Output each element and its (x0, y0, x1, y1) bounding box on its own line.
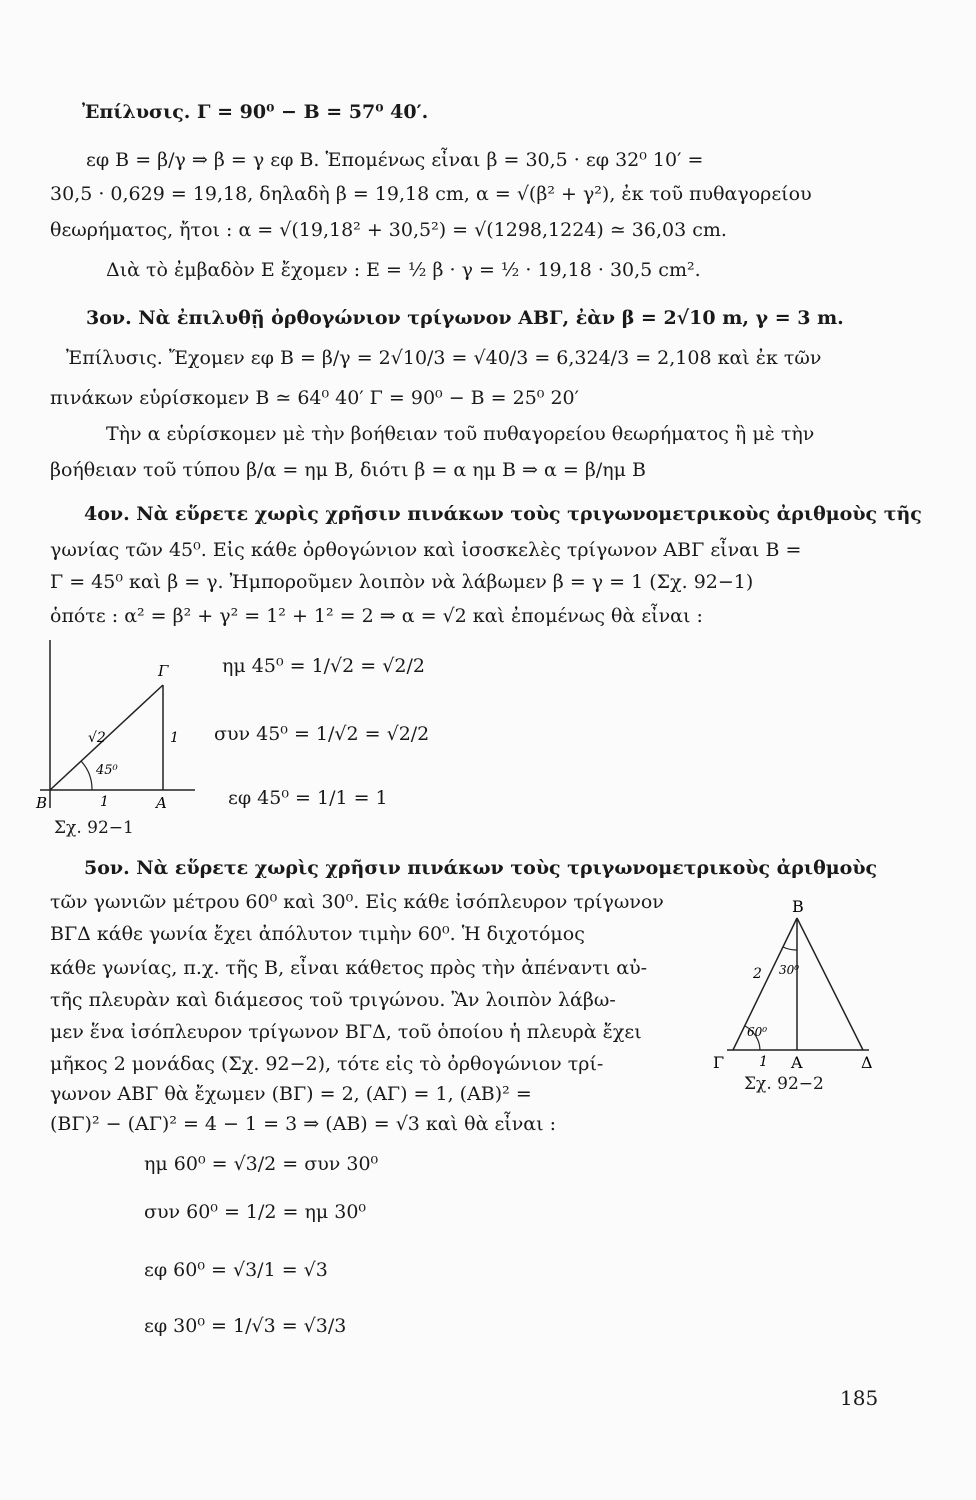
angle-arc (81, 761, 92, 790)
label-a: Α (791, 1053, 803, 1070)
problem-3-heading: 3ον. Νὰ ἐπιλυθῇ ὀρθογώνιον τρίγωνον ΑΒΓ, ἐὰν β = 2√10 m, γ = 3 m. (86, 307, 844, 329)
text-line: 30,5 · 0,629 = 19,18, δηλαδὴ β = 19,18 cm, α = √(β² + γ²), ἐκ τοῦ πυθαγορείου (50, 183, 812, 205)
formula-sin45: ημ 45⁰ = 1/√2 = √2/2 (222, 655, 425, 677)
text-line: κάθε γωνίας, π.χ. τῆς Β, εἶναι κάθετος πρὸς τὴν ἀπέναντι αὐ- (50, 957, 648, 979)
label-base-1: 1 (100, 794, 109, 810)
figure-92-1-caption: Σχ. 92−1 (54, 818, 134, 838)
label-b: Β (792, 897, 804, 916)
text-line: ὁπότε : α² = β² + γ² = 1² + 1² = 2 ⇒ α = √2 καὶ ἐπομένως θὰ εἶναι : (50, 605, 703, 627)
label-hypotenuse: √2 (88, 730, 106, 746)
label-angle-45: 45⁰ (96, 763, 118, 778)
formula-cos60: συν 60⁰ = 1/2 = ημ 30⁰ (144, 1201, 367, 1223)
area-formula-line: Διὰ τὸ ἐμβαδὸν Ε ἔχομεν : Ε = ½ β · γ = ½ · 19,18 · 30,5 cm². (106, 259, 701, 281)
text-line: θεωρήματος, ἤτοι : α = √(19,18² + 30,5²) = √(1298,1224) ≃ 36,03 cm. (50, 219, 727, 241)
solution-3-line: Ἐπίλυσις. Ἔχομεν εφ Β = β/γ = 2√10/3 = √40/3 = 6,324/3 = 2,108 καὶ ἐκ τῶν (66, 347, 822, 369)
label-d: Δ (861, 1053, 873, 1070)
label-g: Γ (713, 1053, 725, 1070)
angle-arc-30 (783, 947, 797, 950)
text-line: γωνον ΑΒΓ θὰ ἔχωμεν (ΒΓ) = 2, (ΑΓ) = 1, (ΑΒ)² = (50, 1083, 532, 1105)
figure-92-2-caption: Σχ. 92−2 (744, 1074, 824, 1094)
text-line: βοήθειαν τοῦ τύπου β/α = ημ Β, διότι β = α ημ Β ⇒ α = β/ημ Β (50, 459, 646, 481)
text-line: Γ = 45⁰ καὶ β = γ. Ἠμποροῦμεν λοιπὸν νὰ λάβωμεν β = γ = 1 (Σχ. 92−1) (50, 571, 754, 593)
label-base-1: 1 (759, 1054, 768, 1070)
figure-92-2 (705, 890, 885, 1070)
text-line: Τὴν α εὑρίσκομεν μὲ τὴν βοήθειαν τοῦ πυθαγορείου θεωρήματος ἢ μὲ τὴν (106, 423, 815, 445)
solution-2-heading: Ἐπίλυσις. Γ = 90⁰ − Β = 57⁰ 40′. (82, 101, 429, 123)
text-line: ΒΓΔ κάθε γωνία ἔχει ἀπόλυτον τιμὴν 60⁰. Ἡ διχοτόμος (50, 923, 585, 945)
page-number: 185 (840, 1386, 879, 1410)
formula-tan30: εφ 30⁰ = 1/√3 = √3/3 (144, 1315, 347, 1337)
text-line: τῶν γωνιῶν μέτρου 60⁰ καὶ 30⁰. Εἰς κάθε ἰσόπλευρον τρίγωνον (50, 891, 664, 913)
text-line: πινάκων εὑρίσκομεν Β ≃ 64⁰ 40′ Γ = 90⁰ − Β = 25⁰ 20′ (50, 387, 579, 409)
text-line: (ΒΓ)² − (ΑΓ)² = 4 − 1 = 3 ⇒ (ΑΒ) = √3 καὶ θὰ εἶναι : (50, 1113, 557, 1135)
label-angle-60: 60⁰ (747, 1025, 768, 1039)
figure-92-1 (30, 630, 200, 820)
problem-5-heading: 5ον. Νὰ εὕρετε χωρὶς χρῆσιν πινάκων τοὺς τριγωνομετρικοὺς ἀριθμοὺς (84, 857, 878, 879)
label-g: Γ (158, 662, 169, 680)
triangle-side-bd (797, 918, 863, 1050)
label-angle-30: 30⁰ (779, 963, 800, 977)
text-line: τῆς πλευρὰν καὶ διάμεσος τοῦ τριγώνου. Ἂν λοιπὸν λάβω- (50, 989, 616, 1011)
label-side-1: 1 (170, 730, 179, 746)
label-b: Β (36, 794, 48, 812)
formula-cos45: συν 45⁰ = 1/√2 = √2/2 (214, 723, 430, 745)
label-side-2: 2 (753, 966, 762, 982)
text-line: μεν ἕνα ἰσόπλευρον τρίγωνον ΒΓΔ, τοῦ ὁποίου ἡ πλευρὰ ἔχει (50, 1021, 642, 1043)
problem-4-heading: 4ον. Νὰ εὕρετε χωρὶς χρῆσιν πινάκων τοὺς τριγωνομετρικοὺς ἀριθμοὺς τῆς (84, 503, 922, 525)
text-line: εφ Β = β/γ ⇒ β = γ εφ Β. Ἑπομένως εἶναι β = 30,5 · εφ 32⁰ 10′ = (86, 149, 704, 171)
formula-tan60: εφ 60⁰ = √3/1 = √3 (144, 1259, 328, 1281)
formula-tan45: εφ 45⁰ = 1/1 = 1 (228, 787, 388, 809)
label-a: Α (156, 794, 167, 812)
text-line: γωνίας τῶν 45⁰. Εἰς κάθε ὀρθογώνιον καὶ ἰσοσκελὲς τρίγωνον ΑΒΓ εἶναι Β = (50, 539, 802, 561)
formula-sin60: ημ 60⁰ = √3/2 = συν 30⁰ (144, 1153, 379, 1175)
text-line: μῆκος 2 μονάδας (Σχ. 92−2), τότε εἰς τὸ ὀρθογώνιον τρί- (50, 1053, 604, 1075)
